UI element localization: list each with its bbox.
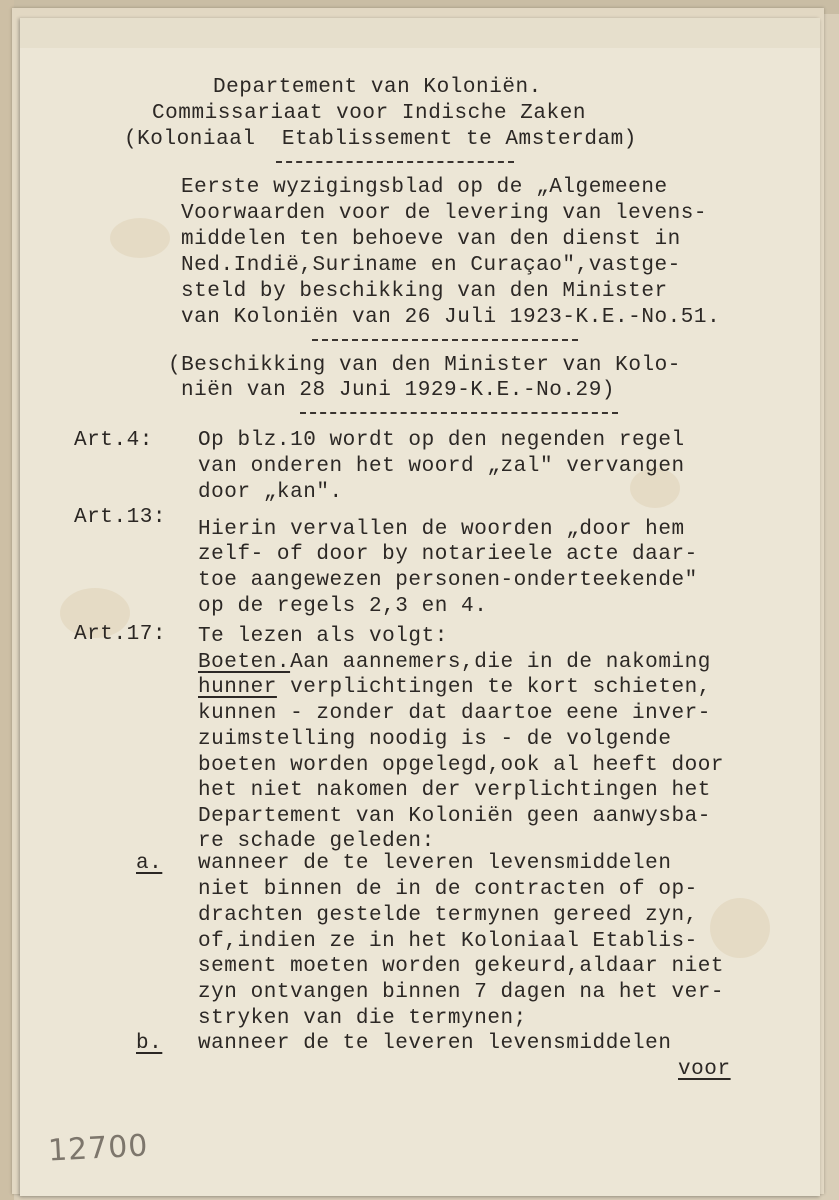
article-label: Art.4:: [74, 429, 153, 452]
item-a-line: stryken van die termynen;: [198, 1007, 527, 1030]
article-line: Hierin vervallen de woorden „door hem: [198, 518, 685, 541]
item-a-line: niet binnen de in de contracten of op-: [198, 878, 698, 901]
decision-divider: [300, 412, 618, 414]
hunner-line: [198, 676, 711, 700]
decision-line: niën van 28 Juni 1929-K.E.-No.29): [181, 379, 616, 402]
header-commissariaat: Commissariaat voor Indische Zaken: [152, 102, 587, 125]
intro-line: Ned.Indië,Suriname en Curaçao",vastge-: [181, 254, 681, 277]
article-line: Op blz.10 wordt op den negenden regel: [198, 429, 685, 452]
item-a-line: wanneer de te leveren levensmiddelen: [198, 852, 672, 875]
item-a-line: sement moeten worden gekeurd,aldaar niet: [198, 955, 725, 978]
catchword: voor: [678, 1058, 731, 1081]
item-a-line: drachten gestelde termynen gereed zyn,: [198, 904, 698, 927]
intro-line: Voorwaarden voor de levering van levens-: [181, 202, 708, 225]
intro-line: steld by beschikking van den Minister: [181, 280, 668, 303]
article-label: Art.17:: [74, 623, 167, 646]
article-line: kunnen - zonder dat daartoe eene inver-: [198, 702, 711, 725]
article-label: Art.13:: [74, 506, 167, 529]
decision-line: (Beschikking van den Minister van Kolo-: [168, 354, 681, 377]
boeten-heading: Boeten.: [198, 651, 291, 674]
article-line: boeten worden opgelegd,ook al heeft door: [198, 754, 725, 777]
intro-line: van Koloniën van 26 Juli 1923-K.E.-No.51.: [181, 306, 721, 329]
boeten-line: [198, 651, 711, 675]
article-line: zuimstelling noodig is - de volgende: [198, 728, 672, 751]
intro-line: middelen ten behoeve van den dienst in: [181, 228, 681, 251]
article-line: re schade geleden:: [198, 830, 435, 853]
hunner-word: hunner: [198, 676, 277, 699]
header-department: Departement van Koloniën.: [213, 76, 542, 99]
hunner-text: verplichtingen te kort schieten,: [276, 676, 711, 699]
boeten-text: Aan aannemers,die in de nakoming: [290, 651, 711, 674]
article-line: op de regels 2,3 en 4.: [198, 595, 488, 618]
header-divider: [276, 161, 514, 163]
intro-line: Eerste wyzigingsblad op de „Algemeene: [181, 176, 668, 199]
item-a-line: of,indien ze in het Koloniaal Etablis-: [198, 930, 698, 953]
article-intro: Te lezen als volgt:: [198, 625, 448, 648]
intro-divider: [312, 339, 578, 341]
page-top-strip: [20, 18, 820, 48]
article-line: toe aangewezen personen-onderteekende": [198, 569, 698, 592]
article-line: Departement van Koloniën geen aanwysba-: [198, 805, 711, 828]
paper-stain: [710, 898, 770, 958]
article-line: van onderen het woord „zal" vervangen: [198, 455, 685, 478]
article-line: door „kan".: [198, 481, 343, 504]
item-b-line: wanneer de te leveren levensmiddelen: [198, 1032, 672, 1055]
item-marker-b: b.: [136, 1032, 163, 1055]
item-a-line: zyn ontvangen binnen 7 dagen na het ver-: [198, 981, 725, 1004]
item-marker-a: a.: [136, 852, 163, 875]
typed-page: [20, 18, 820, 1196]
pencil-inventory-number: 12700: [47, 1128, 150, 1169]
article-line: zelf- of door by notarieele acte daar-: [198, 543, 698, 566]
paper-stain: [110, 218, 170, 258]
article-line: het niet nakomen der verplichtingen het: [198, 779, 711, 802]
header-etablissement: (Koloniaal Etablissement te Amsterdam): [124, 128, 637, 151]
